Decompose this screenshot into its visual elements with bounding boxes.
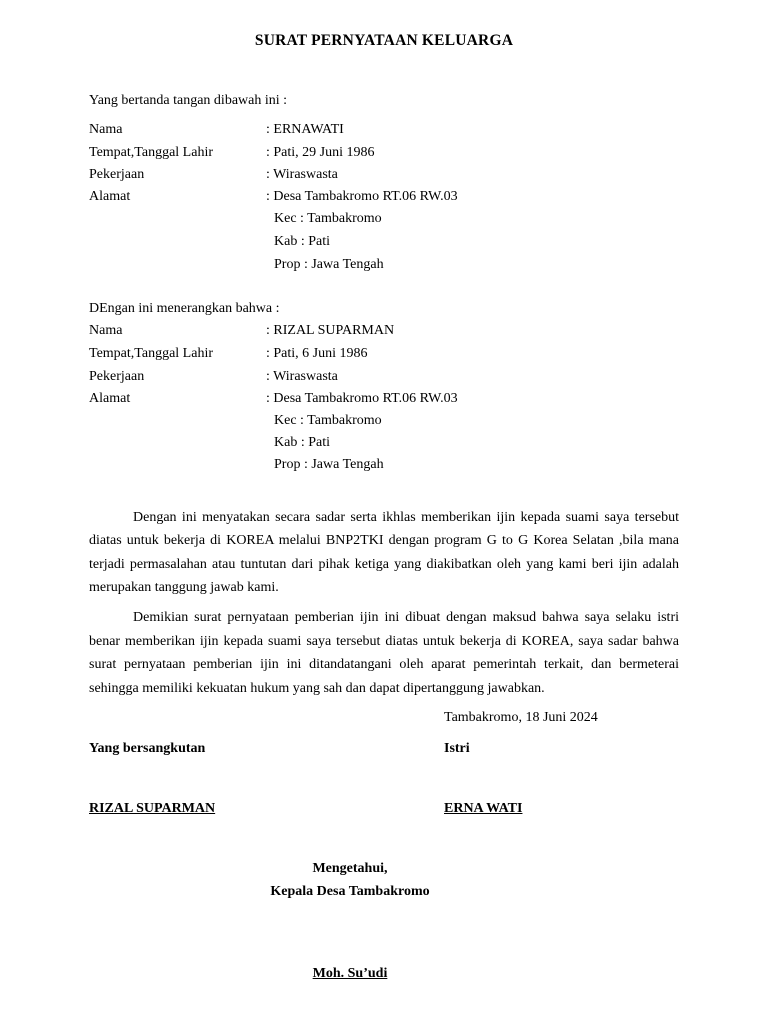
subject-job-value: : Wiraswasta bbox=[266, 369, 338, 384]
intro-signer: Yang bertanda tangan dibawah ini : bbox=[89, 93, 288, 108]
acknowledgement-name bbox=[250, 966, 450, 982]
intro-subject: DEngan ini menerangkan bahwa : bbox=[89, 301, 280, 316]
signer-name-label: Nama bbox=[89, 122, 123, 137]
document-title: SURAT PERNYATAAN KELUARGA bbox=[254, 32, 514, 49]
subject-birth-label: Tempat,Tanggal Lahir bbox=[89, 346, 213, 361]
village-head-name: Moh. Su’udi bbox=[312, 966, 388, 981]
signer-name-value: : ERNAWATI bbox=[266, 122, 344, 137]
subject-address-label: Alamat bbox=[89, 391, 131, 406]
subject-address-kec: Kec : Tambakromo bbox=[274, 413, 382, 428]
subject-name-label: Nama bbox=[89, 323, 123, 338]
signer-address-kec: Kec : Tambakromo bbox=[274, 211, 382, 226]
signer-address-label: Alamat bbox=[89, 189, 131, 204]
signer-birth-value: : Pati, 29 Juni 1986 bbox=[266, 145, 375, 160]
right-signer-role: Istri bbox=[444, 741, 470, 756]
subject-job-label: Pekerjaan bbox=[89, 369, 145, 384]
signer-address-kab: Kab : Pati bbox=[274, 234, 330, 249]
acknowledgement-heading: Mengetahui, bbox=[312, 861, 388, 876]
statement-paragraph-2: Demikian surat pernyataan pemberian ijin ini dibuat dengan maksud bahwa saya selaku istri benar memberikan ijin kepada suami saya tersebut diatas untuk bekerja di KOREA, saya sadar bahwa surat pernyataan pemberian ijin ini ditandatangani oleh aparat pemerintah terkait, dan bermeterai sehingga memiliki kekuatan hukum yang sah dan dapat dipertanggung jawabkan. bbox=[89, 610, 679, 696]
acknowledgement-role: Kepala Desa Tambakromo bbox=[270, 884, 430, 899]
statement-paragraph-1: Dengan ini menyatakan secara sadar serta ikhlas memberikan ijin kepada suami saya tersebut diatas untuk bekerja di KOREA melalui BNP2TKI dengan program G to G Korea Selatan ,bila mana terjadi permasalahan atau tuntutan dari pihak ketiga yang diakibatkan oleh yang kami beri ijin adalah merupakan tanggung jawab kami. bbox=[89, 510, 679, 596]
place-date: Tambakromo, 18 Juni 2024 bbox=[444, 710, 598, 725]
signer-address-value: : Desa Tambakromo RT.06 RW.03 bbox=[266, 189, 458, 204]
subject-birth-value: : Pati, 6 Juni 1986 bbox=[266, 346, 368, 361]
signer-birth-label: Tempat,Tanggal Lahir bbox=[89, 145, 213, 160]
signer-job-label: Pekerjaan bbox=[89, 167, 145, 182]
subject-address-kab: Kab : Pati bbox=[274, 435, 330, 450]
subject-name-value: : RIZAL SUPARMAN bbox=[266, 323, 395, 338]
subject-address-value: : Desa Tambakromo RT.06 RW.03 bbox=[266, 391, 458, 406]
subject-address-prop: Prop : Jawa Tengah bbox=[274, 457, 384, 472]
left-signer-name: RIZAL SUPARMAN bbox=[89, 801, 216, 816]
right-signer-name: ERNA WATI bbox=[444, 801, 523, 816]
signer-address-prop: Prop : Jawa Tengah bbox=[274, 257, 384, 272]
signer-job-value: : Wiraswasta bbox=[266, 167, 338, 182]
left-signer-role: Yang bersangkutan bbox=[89, 741, 206, 756]
